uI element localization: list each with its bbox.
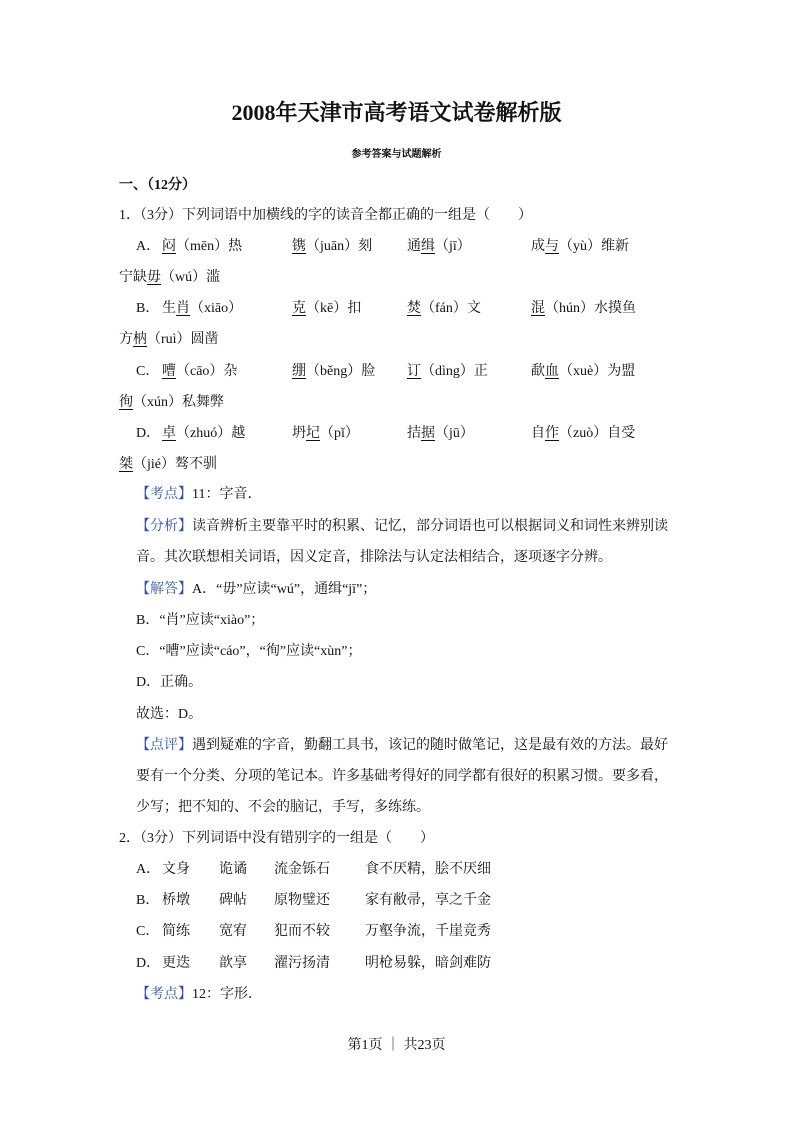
- item-prefix: 拮: [407, 425, 421, 441]
- item-suffix: （jié）骜不驯: [133, 456, 217, 472]
- underlined-char: 缉: [421, 239, 435, 254]
- item-suffix: （zuò）自受: [559, 425, 636, 441]
- underlined-char: 嘈: [162, 363, 176, 379]
- item-suffix: （pǐ）: [320, 425, 359, 441]
- jieda-line: D．正确。: [136, 675, 203, 690]
- jieda-tag: 【解答】: [136, 582, 192, 597]
- q2-option-item: 家有敝帚，享之千金: [365, 893, 491, 909]
- q2-option-label: D．: [136, 955, 161, 971]
- item-suffix: （juān）刻: [306, 239, 373, 254]
- underlined-char: 混: [531, 301, 545, 317]
- q1-option-continuation: [119, 269, 220, 287]
- underlined-char: 据: [421, 425, 435, 441]
- kaodian-text: 11：字音．: [192, 487, 262, 502]
- underlined-char: 绷: [292, 363, 306, 379]
- q1-option-continuation: [119, 331, 219, 349]
- kaodian-tag: 【考点】: [136, 487, 192, 502]
- q1-option-item: [531, 363, 635, 381]
- q1-option-continuation: [119, 394, 224, 412]
- q2-option-item: 碑帖: [219, 893, 247, 909]
- item-prefix: 通: [407, 239, 421, 254]
- q1-jieda: [136, 581, 376, 599]
- item-prefix: 成: [531, 239, 545, 254]
- page-title: 2008年天津市高考语文试卷解析版: [231, 100, 562, 125]
- q1-option-item: [162, 300, 242, 318]
- item-prefix: 自: [531, 425, 545, 441]
- q2-option-item: 诡谲: [219, 862, 247, 877]
- item-prefix: 歃: [531, 363, 545, 379]
- item-suffix: （zhuó）越: [176, 425, 246, 441]
- q2-option-item: 犯而不较: [274, 924, 330, 940]
- q2-option-label: B．: [136, 893, 160, 909]
- q1-option-label: C．: [136, 363, 160, 379]
- q2-option-item: 简练: [162, 924, 190, 940]
- question-1-stem: 1．（3分）下列词语中加横线的字的读音全都正确的一组是（ ）: [119, 208, 532, 223]
- underlined-char: 圮: [306, 425, 320, 441]
- q1-option-item: [162, 238, 242, 256]
- q1-fenxi: [136, 518, 668, 536]
- underlined-char: 枘: [133, 332, 147, 348]
- q1-option-label: D．: [136, 425, 161, 441]
- underlined-char: 毋: [147, 270, 161, 285]
- page-footer: 第1页 ｜ 共23页: [347, 1038, 446, 1053]
- q2-kaodian: [136, 986, 262, 1004]
- q2-option-item: 明枪易躲，暗剑难防: [365, 955, 491, 971]
- q1-option-label: A．: [136, 239, 161, 254]
- dianping-line: 要有一个分类、分项的笔记本。许多基础考得好的同学都有很好的积累习惯。要多看，: [136, 769, 668, 784]
- q1-option-item: [292, 425, 359, 443]
- underlined-char: 作: [545, 425, 559, 441]
- q2-option-item: 宽宥: [219, 924, 247, 940]
- q2-option-item: 食不厌精，脍不厌细: [365, 862, 491, 877]
- q1-option-label: B．: [136, 301, 160, 317]
- item-prefix: 方: [119, 332, 133, 348]
- item-suffix: （wú）滥: [161, 270, 221, 285]
- q1-option-item: [531, 238, 629, 256]
- item-suffix: （fán）文: [421, 301, 481, 317]
- underlined-char: 卓: [162, 425, 176, 441]
- item-suffix: （hún）水摸鱼: [545, 301, 636, 317]
- dianping-tag: 【点评】: [136, 738, 192, 753]
- q1-option-item: [407, 238, 471, 256]
- q2-option-item: 流金铄石: [274, 862, 330, 877]
- underlined-char: 镌: [292, 239, 306, 254]
- q1-kaodian: [136, 486, 261, 504]
- item-suffix: （kē）扣: [306, 301, 362, 317]
- item-suffix: （ruì）圆凿: [147, 332, 219, 348]
- q1-option-item: [407, 425, 474, 443]
- kaodian-text: 12：字形．: [192, 987, 262, 1002]
- q1-option-item: [407, 363, 488, 381]
- item-suffix: （xiāo）: [190, 301, 243, 317]
- q1-dianping: [136, 737, 668, 755]
- underlined-char: 血: [545, 363, 559, 379]
- underlined-char: 桀: [119, 456, 133, 472]
- underlined-char: 订: [407, 363, 421, 379]
- item-prefix: 坍: [292, 425, 306, 441]
- item-suffix: （xún）私舞弊: [133, 394, 224, 410]
- question-2-stem: 2．（3分）下列词语中没有错别字的一组是（ ）: [119, 831, 434, 846]
- q2-option-item: 桥墩: [162, 893, 190, 909]
- q1-option-item: [292, 238, 372, 256]
- underlined-char: 与: [545, 239, 559, 254]
- fenxi-tag: 【分析】: [136, 519, 192, 534]
- item-prefix: 宁缺: [119, 270, 147, 285]
- fenxi-text: 读音辨析主要靠平时的积累、记忆，部分词语也可以根据词义和词性来辨别读: [192, 519, 668, 534]
- item-suffix: （jī）: [435, 239, 471, 254]
- q2-option-item: 文身: [162, 862, 190, 877]
- q2-option-label: A．: [136, 862, 161, 877]
- underlined-char: 焚: [407, 301, 421, 317]
- q2-option-item: 万壑争流，千崖竞秀: [365, 924, 491, 940]
- q1-option-item: [531, 425, 635, 443]
- item-suffix: （xuè）为盟: [559, 363, 636, 379]
- q2-option-item: 原物璧还: [274, 893, 330, 909]
- item-suffix: （jū）: [435, 425, 474, 441]
- item-prefix: 生: [162, 301, 176, 317]
- item-suffix: （dìng）正: [421, 363, 488, 379]
- q1-option-item: [531, 300, 636, 318]
- item-suffix: （běng）脸: [306, 363, 376, 379]
- underlined-char: 肖: [176, 301, 190, 317]
- q1-option-continuation: [119, 456, 217, 474]
- jieda-line: A．“毋”应读“wú”，通缉“jī”；: [192, 582, 377, 597]
- q1-option-item: [162, 363, 237, 381]
- page-subtitle: 参考答案与试题解析: [351, 149, 442, 160]
- q2-option-item: 濯污扬清: [274, 955, 330, 971]
- jieda-line: B．“肖”应读“xiào”；: [136, 613, 265, 628]
- q2-option-item: 更迭: [162, 955, 190, 971]
- underlined-char: 徇: [119, 394, 133, 410]
- item-suffix: （yù）维新: [559, 239, 629, 254]
- q1-option-item: [162, 425, 245, 443]
- q1-option-item: [292, 363, 375, 381]
- dianping-line: 少写；把不知的、不会的脑记，手写，多练练。: [136, 800, 430, 815]
- item-suffix: （cāo）杂: [176, 363, 238, 379]
- underlined-char: 克: [292, 301, 306, 317]
- underlined-char: 闷: [162, 239, 176, 254]
- section-heading: 一、（12分）: [119, 178, 196, 193]
- q2-option-label: C．: [136, 924, 160, 940]
- jieda-line: C．“嘈”应读“cáo”，“徇”应读“xùn”；: [136, 644, 362, 659]
- kaodian-tag: 【考点】: [136, 987, 192, 1002]
- dianping-text: 遇到疑难的字音，勤翻工具书，该记的随时做笔记，这是最有效的方法。最好: [192, 738, 668, 753]
- q1-fenxi-line2: 音。其次联想相关词语，因义定音，排除法与认定法相结合，逐项逐字分辨。: [136, 550, 612, 565]
- answer-line: 故选：D。: [136, 707, 203, 722]
- item-suffix: （mēn）热: [176, 239, 243, 254]
- q1-option-item: [407, 300, 481, 318]
- q2-option-item: 歆享: [219, 955, 247, 971]
- q1-option-item: [292, 300, 361, 318]
